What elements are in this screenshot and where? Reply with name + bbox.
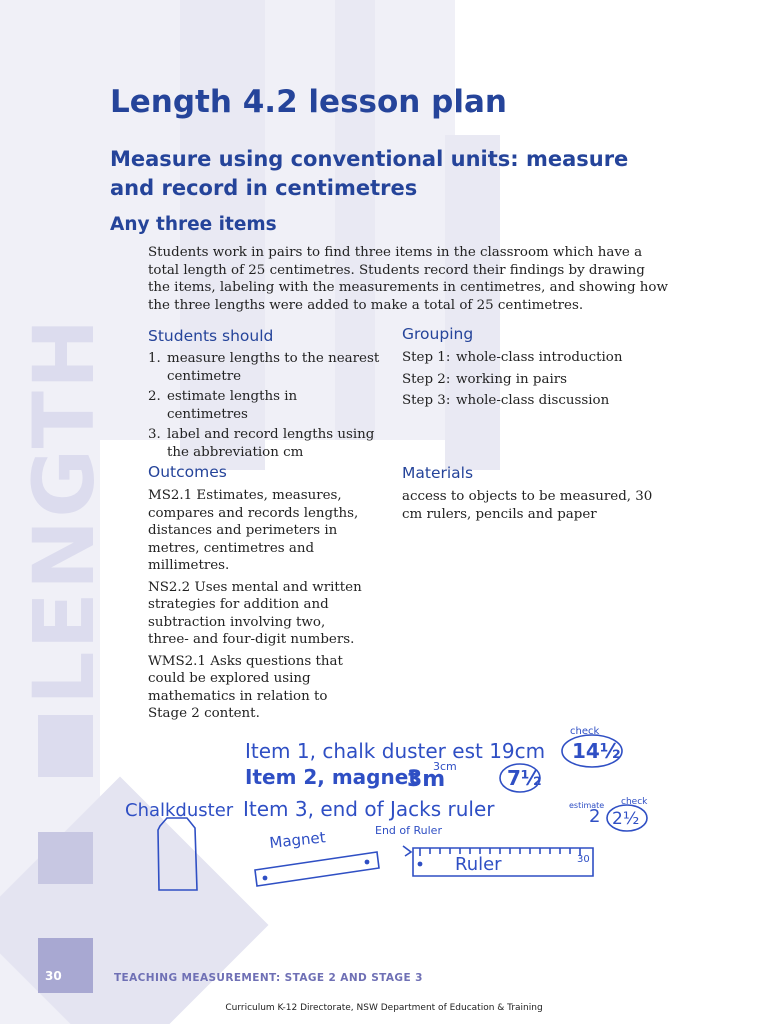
- student-work-sample: [115, 718, 660, 898]
- measured-value: 2½: [612, 809, 640, 829]
- work-line-2: Item 2, magnet: [245, 765, 418, 789]
- check-note: check: [570, 726, 600, 737]
- materials-text: access to objects to be measured, 30 cm rulers, pencils and paper: [402, 489, 653, 522]
- estimate-note: estimate: [569, 801, 605, 810]
- page-subtitle: Measure using conventional units: measure and record in centimetres: [110, 147, 629, 200]
- ruler-end-number: 30: [577, 854, 590, 865]
- list-item: 2. estimate lengths in centimetres: [148, 389, 298, 422]
- activity-title: Any three items: [110, 214, 277, 235]
- work-line-1: Item 1, chalk duster est 19cm: [245, 739, 546, 763]
- magnet-drawing: [255, 852, 379, 886]
- drawing-label-magnet: Magnet: [268, 828, 327, 852]
- page-number-box: [38, 938, 93, 993]
- drawing-label-chalkduster: Chalkduster: [125, 800, 234, 821]
- grouping-steps: [402, 349, 662, 414]
- activity-description: Students work in pairs to find three items in the classroom which have a total length of 25 centimetres. Students record their findings by drawing the items, labeling with the measurements in centimetres, and showing how the three lengths were added to make a total of 25 centimetres.: [148, 245, 668, 313]
- ruler-dot: [418, 862, 423, 867]
- background-square: [38, 832, 93, 884]
- materials-heading: Materials: [402, 464, 474, 482]
- grouping-step: Step 2: working in pairs: [402, 371, 568, 387]
- side-section-label: LENGTH: [15, 316, 113, 705]
- magnet-dot: [263, 876, 268, 881]
- grouping-heading: Grouping: [402, 325, 474, 343]
- estimate-value: 3m: [407, 767, 446, 792]
- magnet-dot: [365, 860, 370, 865]
- grouping-step: Step 1: whole-class introduction: [402, 350, 623, 365]
- students-should-heading: Students should: [148, 327, 274, 345]
- outcome-item: MS2.1 Estimates, measures, compares and records lengths, distances and perimeters in metres, centimetres and millimetres.: [148, 488, 359, 573]
- outcome-item: WMS2.1 Asks questions that could be explored using mathematics in relation to Stage 2 content.: [148, 653, 343, 721]
- list-item: 3. label and record lengths using the abbreviation cm: [148, 427, 375, 460]
- running-footer: TEACHING MEASUREMENT: STAGE 2 AND STAGE 3: [114, 972, 423, 984]
- outcomes-list: [148, 487, 370, 727]
- arrow-icon: [403, 846, 411, 856]
- estimate-correction: 3cm: [433, 760, 457, 773]
- page-number: 30: [45, 969, 62, 983]
- page-title: Length 4.2 lesson plan: [110, 84, 507, 120]
- list-item: 1. measure lengths to the nearest centimetre: [148, 351, 380, 384]
- publisher-credit: Curriculum K-12 Directorate, NSW Department of Education & Training: [225, 1003, 543, 1013]
- outcomes-heading: Outcomes: [148, 463, 227, 481]
- estimate-value: 2: [589, 806, 601, 827]
- background-square: [38, 715, 93, 777]
- grouping-step: Step 3: whole-class discussion: [402, 393, 610, 408]
- measured-value: 14½: [572, 739, 621, 763]
- drawing-label-end: End of Ruler: [375, 824, 442, 837]
- measured-value: 7½: [507, 766, 542, 790]
- work-line-3: Item 3, end of Jacks ruler: [243, 797, 495, 821]
- students-should-list: [148, 350, 380, 464]
- drawing-label-ruler: Ruler: [455, 854, 502, 875]
- check-note: check: [621, 797, 648, 807]
- outcome-item: NS2.2 Uses mental and written strategies for addition and subtraction involving two, three- and four-digit numbers.: [148, 579, 362, 647]
- chalk-duster-drawing: [158, 818, 197, 890]
